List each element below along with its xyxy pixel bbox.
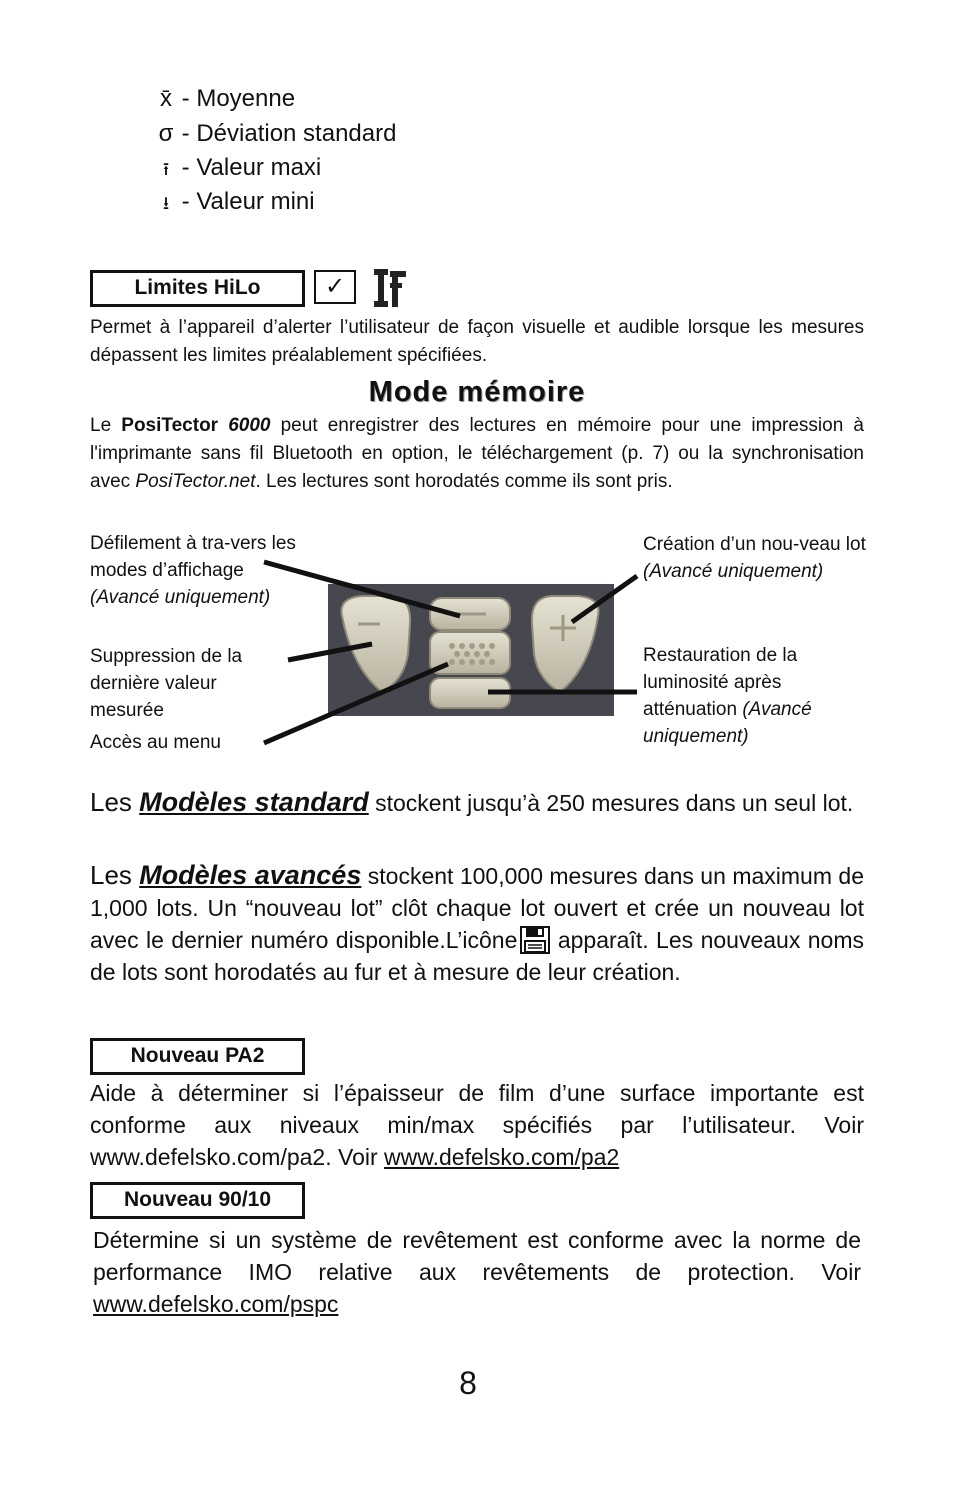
adv-text: stockent 100,000 mesures dans un maximum de 1,000 lots. Un “nouveau lot” clôt chaque lot ouvert et crée un nouveau lot avec le dernier numéro disponible.L’icône: [90, 863, 864, 953]
callout-restore-text: Restauration de la luminosité après atténuation: [643, 645, 798, 720]
intro-end: . Les lectures sont horodatés comme ils sont pris.: [255, 471, 673, 492]
callout-scroll: [90, 530, 305, 611]
pa2-link[interactable]: www.defelsko.com/pa2: [384, 1144, 620, 1170]
std-models-emph: Modèles standard: [139, 787, 369, 817]
stat-min-label: - Valeur mini: [181, 188, 315, 215]
max-arrow-icon: ⭱: [162, 159, 170, 179]
pa2-label: Nouveau PA2: [130, 1044, 265, 1067]
callout-newlot-note: (Avancé uniquement): [643, 561, 824, 582]
ninety-ten-description: [93, 1224, 861, 1320]
adv-models-emph: Modèles avancés: [139, 860, 362, 890]
std-text: stockent jusqu’à 250 mesures dans un seul lot.: [368, 790, 854, 816]
advanced-models-paragraph: [90, 859, 864, 988]
callout-scroll-text: Défilement à tra-vers les modes d’affichage: [90, 533, 296, 581]
delete-leader-line: [288, 644, 372, 660]
pa2-label-box: [90, 1038, 305, 1075]
hilo-description: Permet à l’appareil d’alerter l’utilisateur de façon visuelle et audible lorsque les mesures dépassent les limites préalablement spécifiées.: [90, 317, 864, 366]
callout-new-lot: [643, 531, 868, 585]
newlot-leader-line: [572, 576, 637, 622]
callout-menu: Accès au menu: [90, 732, 221, 753]
memory-mode-title: Mode mémoire: [368, 376, 586, 408]
adv-pre: Les: [90, 860, 140, 890]
callout-delete: Suppression de la dernière valeur mesurée: [90, 646, 243, 721]
menu-leader-line: [264, 664, 448, 743]
model-name: 6000: [228, 415, 271, 436]
intro-mid: peut enregistrer des lectures en mémoire pour une impression à l'imprimante sans fil Bluetooth en option, le téléchargement (p. 7) ou la synchronisation avec: [90, 415, 864, 492]
callout-restore: [643, 642, 858, 750]
std-pre: Les: [90, 787, 140, 817]
brand-name: PosiTector: [121, 415, 229, 436]
standard-models-paragraph: [90, 786, 864, 819]
adv-text-2: apparaît. Les nouveaux noms de lots sont horodatés au fur et à mesure de leur création.: [90, 927, 864, 985]
stat-mean-label: - Moyenne: [181, 85, 296, 112]
ninety-ten-text: Détermine si un système de revêtement est conforme avec la norme de performance IMO relative aux revêtements de protection. Voir: [93, 1227, 861, 1285]
callout-scroll-note: (Avancé uniquement): [90, 587, 271, 608]
sigma-symbol: σ: [158, 120, 174, 147]
ninety-ten-label: Nouveau 90/10: [123, 1188, 272, 1211]
min-arrow-icon: ⭳: [162, 193, 170, 213]
hilo-label: Limites HiLo: [134, 276, 261, 299]
stat-std-dev-label: - Déviation standard: [181, 120, 397, 147]
stat-max-label: - Valeur maxi: [181, 154, 322, 181]
callout-restore-note: (Avancé uniquement): [643, 699, 812, 747]
floppy-disk-icon: [520, 926, 550, 954]
site-name: PosiTector.net: [135, 471, 256, 492]
intro-pre: Le: [90, 415, 122, 436]
page-number: 8: [459, 1365, 477, 1401]
ninety-ten-label-box: [90, 1182, 305, 1219]
callout-newlot-text: Création d’un nou-veau lot: [643, 534, 866, 555]
mean-symbol: x̄: [160, 85, 172, 112]
pspc-link[interactable]: www.defelsko.com/pspc: [93, 1291, 339, 1317]
pa2-text: Aide à déterminer si l’épaisseur de film d’une surface importante est conforme aux niveaux min/max spécifiés par l’utilisateur. Voir www.defelsko.com/pa2. Voir: [90, 1080, 864, 1170]
check-mark: ✓: [324, 273, 346, 300]
pa2-description: [90, 1077, 864, 1173]
